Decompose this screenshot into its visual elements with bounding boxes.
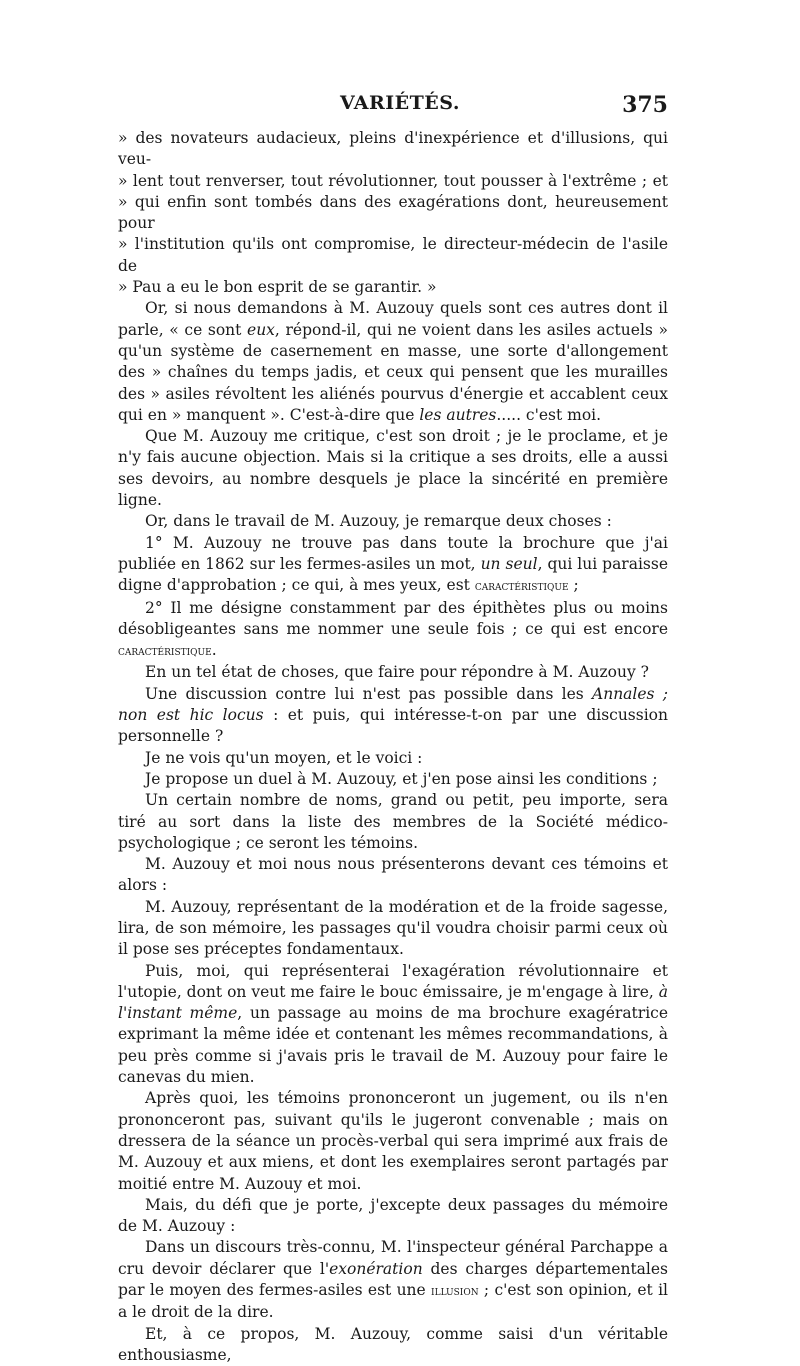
italic-run: à l'instant même <box>118 982 668 1023</box>
text-run: 2° Il me désigne constamment par des épithètes plus ou moins désobligeantes sans me nommer une seule fois ; ce qui est encore <box>118 598 668 638</box>
text-run: Dans un discours très-connu, M. l'inspecteur général Parchappe a cru devoir déclarer que l' <box>118 1238 668 1278</box>
paragraph <box>118 684 668 748</box>
italic-run: eux <box>247 320 275 339</box>
italic-run: exonération <box>329 1259 423 1278</box>
text-run: , répond-il, qui ne voient dans les asiles actuels » qu'un système de casernement en masse, une sorte d'allongement des » chaînes du temps jadis, et ceux qui pensent que les murailles des » asiles révoltent les aliénés pourvus d'énergie et accablent ceux qui en » manquent ». C'est-à-dire que <box>118 320 668 424</box>
paragraph: Je ne vois qu'un moyen, et le voici : <box>145 748 423 767</box>
text-run: . <box>211 641 217 660</box>
quote-line: » Pau a eu le bon esprit de se garantir. » <box>118 278 437 297</box>
paragraph: Après quoi, les témoins prononceront un jugement, ou ils n'en prononceront pas, suivant qu'ils le jugeront convenable ; mais on dressera de la séance un procès-verbal qui sera imprimé aux frais de M. Auzouy et aux miens, et dont les exemplaires seront partagés par moitié entre M. Auzouy et moi. <box>118 1089 668 1193</box>
paragraph <box>118 1237 668 1323</box>
text-run: ..... c'est moi. <box>496 405 602 424</box>
paragraph: M. Auzouy, représentant de la modération et de la froide sagesse, lira, de son mémoire, les passages qu'il voudra choisir parmi ceux où il pose ses préceptes fondamentaux. <box>118 897 668 959</box>
quote-line: » qui enfin sont tombés dans des exagérations dont, heureusement pour <box>118 192 668 233</box>
running-head <box>118 92 668 122</box>
paragraph <box>118 298 668 426</box>
small-caps-run: illusion <box>431 1284 479 1300</box>
paragraph <box>118 533 668 598</box>
quote-line: » l'institution qu'ils ont compromise, le directeur-médecin de l'asile de <box>118 235 668 275</box>
text-run: , qui lui paraisse digne d'approbation ; ce qui, à mes yeux, est <box>118 554 668 595</box>
text-run: 1° M. Auzouy ne trouve pas dans toute la brochure que j'ai publiée en 1862 sur les fermes-asiles un mot, <box>118 533 668 573</box>
running-title: VARIÉTÉS. <box>340 92 460 114</box>
text-run: des charges départementales par le moyen des fermes-asiles est une <box>118 1259 669 1300</box>
quote-line: » lent tout renverser, tout révolutionner, tout pousser à l'extrême ; et <box>118 171 668 190</box>
italic-run: Annales ; non est hic locus <box>118 684 668 725</box>
paragraph: Or, dans le travail de M. Auzouy, je remarque deux choses : <box>145 512 612 531</box>
paragraph: En un tel état de choses, que faire pour répondre à M. Auzouy ? <box>145 663 649 682</box>
body-text <box>118 128 668 1366</box>
paragraph: Je propose un duel à M. Auzouy, et j'en pose ainsi les conditions ; <box>145 769 658 788</box>
small-caps-run: caractéristique <box>118 644 212 660</box>
quote-line: » des novateurs audacieux, pleins d'inexpérience et d'illusions, qui veu- <box>118 129 668 169</box>
paragraph: Et, à ce propos, M. Auzouy, comme saisi d'un véritable enthousiasme, <box>118 1324 668 1364</box>
paragraph: Que M. Auzouy me critique, c'est son droit ; je le proclame, et je n'y fais aucune objection. Mais si la critique a ses droits, elle a aussi ses devoirs, au nombre desquels je place la sincérité en première ligne. <box>118 427 668 510</box>
text-run: ; c'est son opinion, et il a le droit de la dire. <box>118 1281 669 1322</box>
paragraph: Mais, du défi que je porte, j'excepte deux passages du mémoire de M. Auzouy : <box>118 1195 668 1236</box>
small-caps-run: caractéristique <box>474 579 569 595</box>
italic-run: les autres <box>419 405 497 424</box>
text-run: Or, si nous demandons à M. Auzouy quels sont ces autres dont il parle, « ce sont <box>118 299 668 339</box>
text-run: , un passage au moins de ma brochure exagératrice exprimant la même idée et contenant les mêmes recommandations, à peu près comme si j'avais pris le travail de M. Auzouy pour faire le canevas du mien. <box>118 1004 669 1087</box>
paragraph: M. Auzouy et moi nous nous présenterons devant ces témoins et alors : <box>118 855 668 895</box>
text-run: : et puis, qui intéresse-t-on par une discussion personnelle ? <box>118 706 668 746</box>
paragraph <box>118 598 668 663</box>
page-number: 375 <box>622 92 668 118</box>
paragraph: Un certain nombre de noms, grand ou petit, peu importe, sera tiré au sort dans la liste des membres de la Société médico-psychologique ; ce seront les témoins. <box>118 791 668 852</box>
italic-run: un seul <box>480 554 538 573</box>
text-run: Puis, moi, qui représenterai l'exagération révolutionnaire et l'utopie, dont on veut me faire le bouc émissaire, je m'engage à lire, <box>118 961 668 1001</box>
text-run: ; <box>568 576 579 595</box>
paragraph <box>118 961 668 1089</box>
text-run: Une discussion contre lui n'est pas possible dans les <box>145 684 593 703</box>
